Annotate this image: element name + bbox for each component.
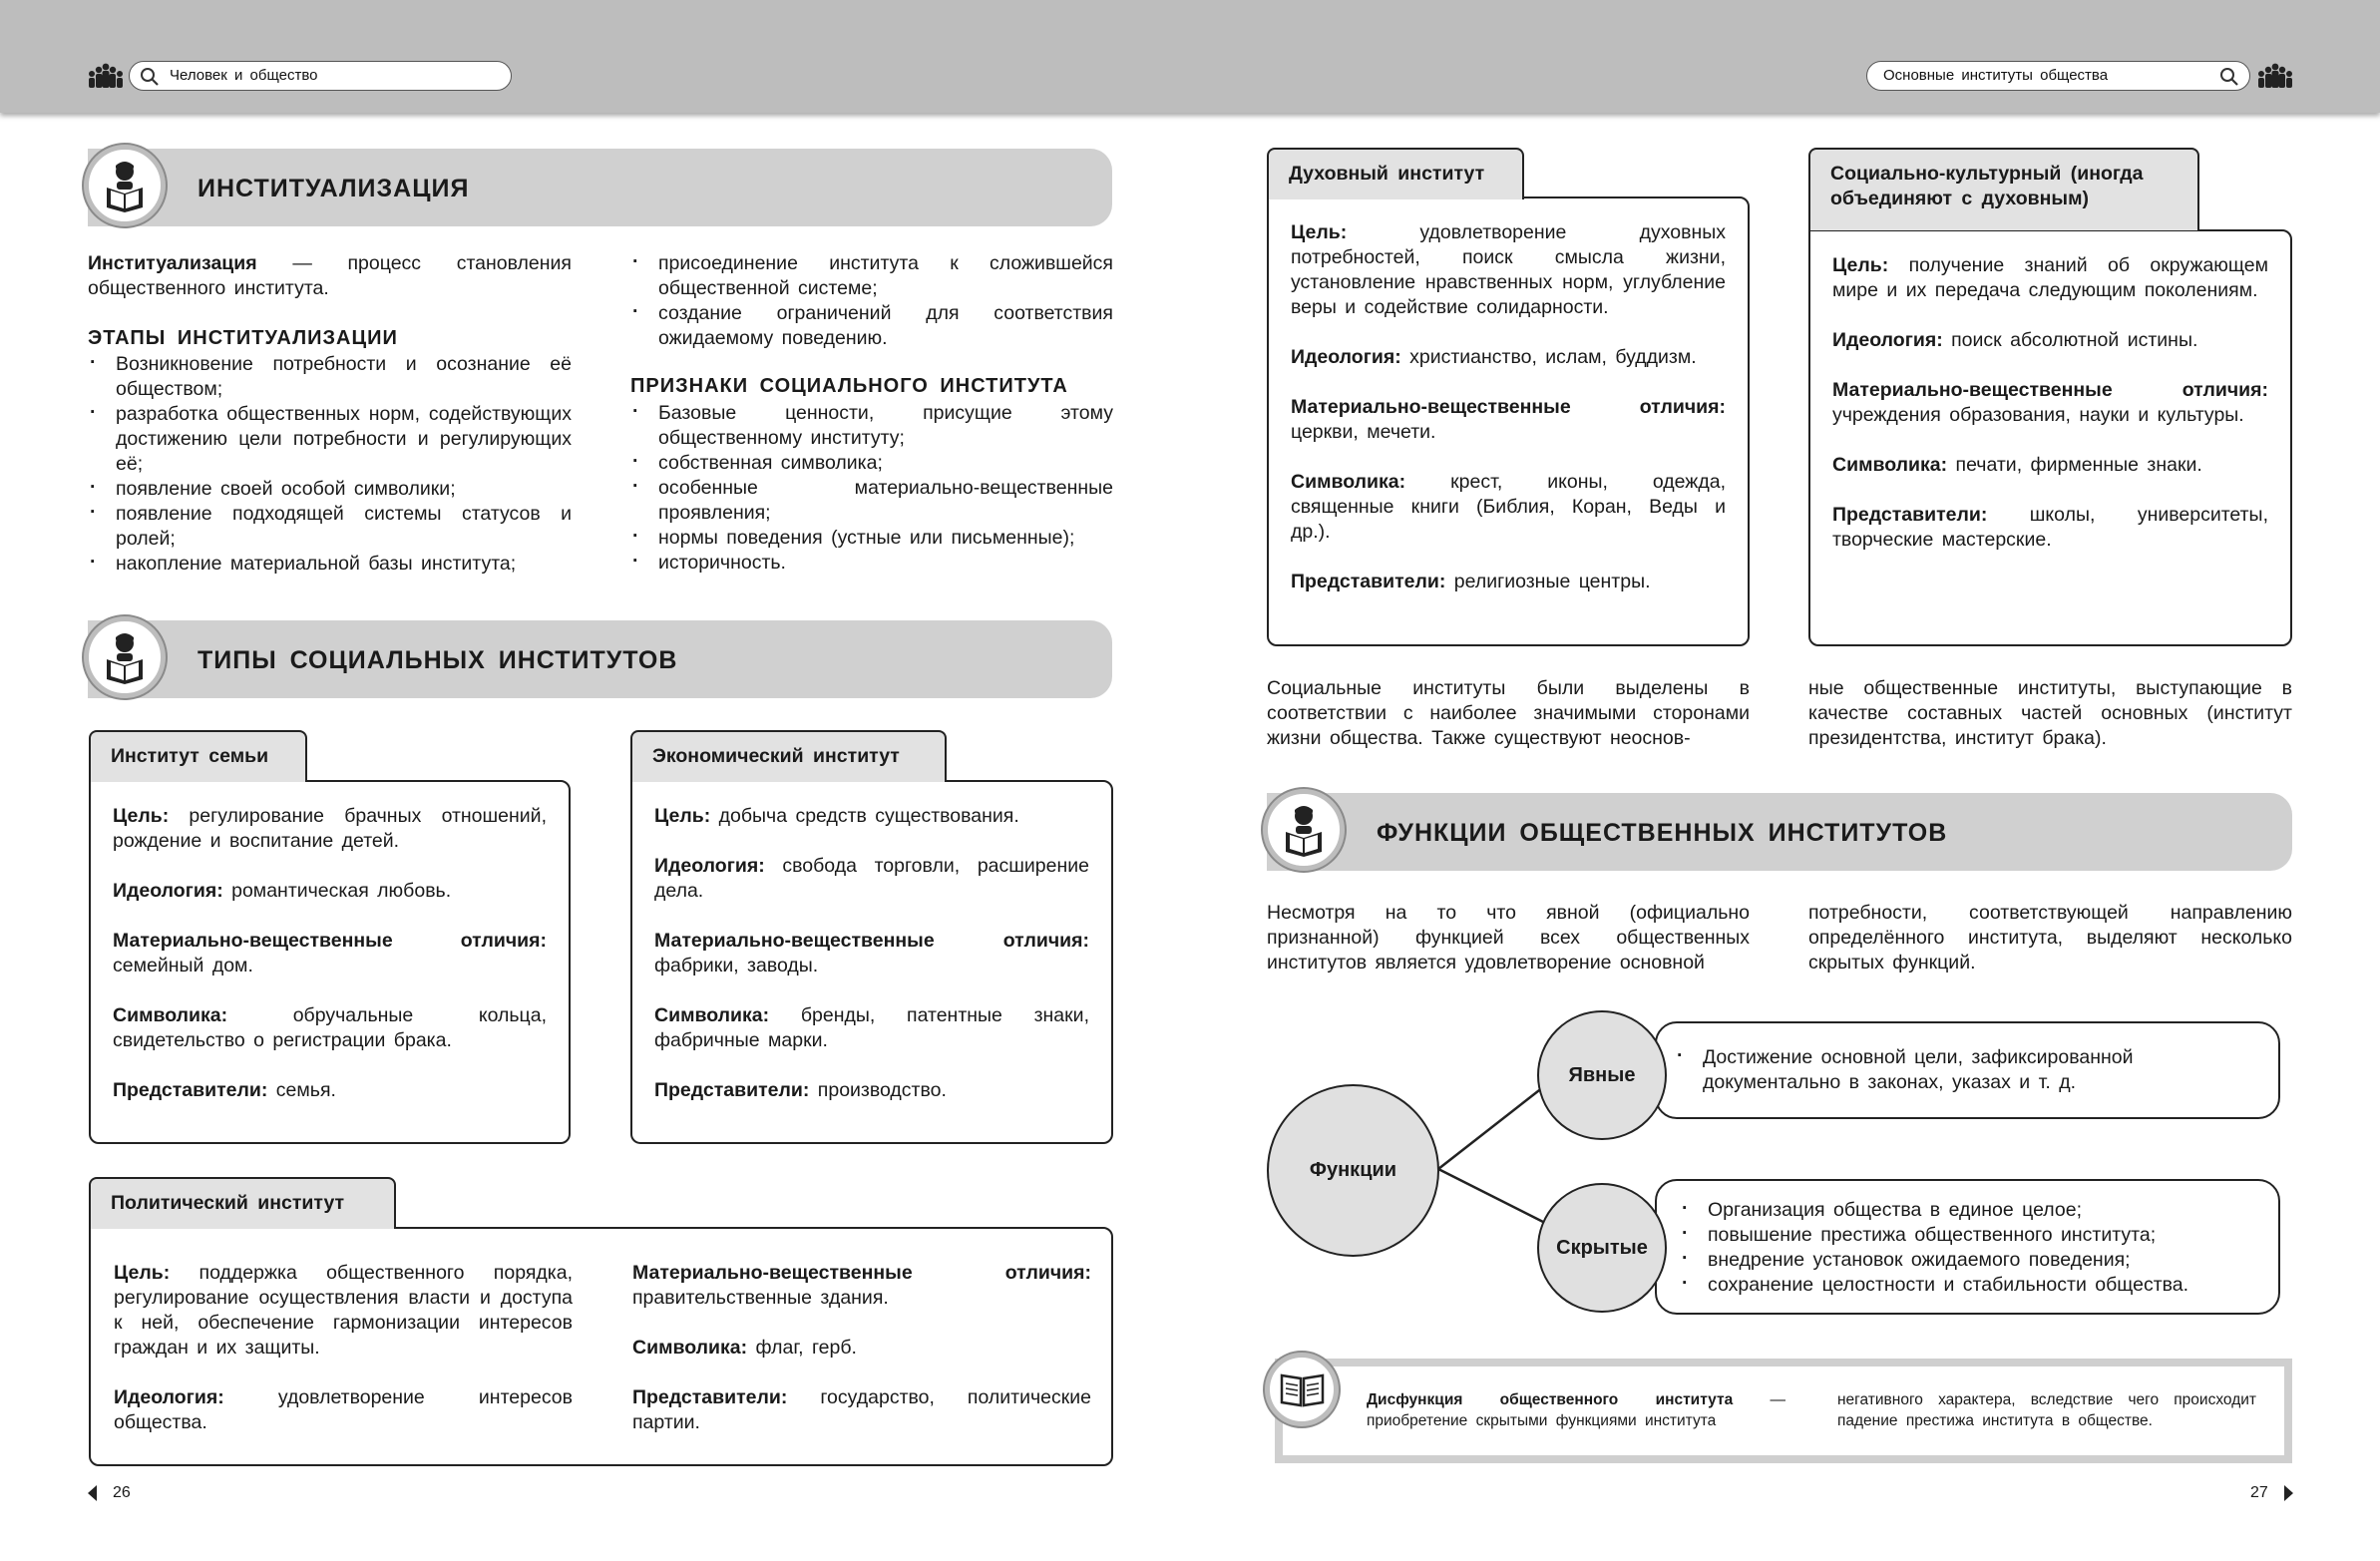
field-value: правительственные здания. <box>632 1287 889 1309</box>
tab-spiritual-institute: Духовный институт <box>1267 148 1524 199</box>
explicit-functions-box <box>1655 1021 2280 1119</box>
search-icon <box>2219 67 2239 87</box>
field-label: Идеология: <box>113 880 223 902</box>
field-value: государство, политические партии. <box>632 1386 1091 1433</box>
functions-paragraph-col1: Несмотря на то что явной (официально признанной) функцией всех общественных институтов является удовлетворение основной <box>1267 902 1750 974</box>
card-field <box>632 1261 1091 1311</box>
card-field <box>113 1078 547 1103</box>
definition-paragraph <box>88 251 572 301</box>
field-label: Представители: <box>113 1079 268 1101</box>
card-field <box>654 929 1089 978</box>
card-field <box>1291 345 1726 370</box>
list-item: · особенные материально-вещественные проявления; <box>630 476 1113 526</box>
card-field <box>1832 328 2268 353</box>
field-label: Цель: <box>654 805 711 827</box>
section-title: ИНСТИТУАЛИЗАЦИЯ <box>198 175 470 202</box>
field-value: свобода торговли, расширение дела. <box>654 855 1089 902</box>
institutes-paragraph-col2: ные общественные институты, выступающие в качестве составных частей основных (институт президентства, институт брака). <box>1808 677 2292 749</box>
list-item: · присоединение института к сложившейся общественной системе; <box>630 251 1113 301</box>
field-value: регулирование брачных отношений, рождение и воспитание детей. <box>113 805 547 852</box>
top-bar <box>0 0 2380 113</box>
diagram-node-functions: Функции <box>1267 1084 1439 1257</box>
reader-icon <box>84 616 166 698</box>
card-field <box>654 1078 1089 1103</box>
field-value: поддержка общественного порядка, регулирование осуществления власти и доступа к ней, обеспечение гармонизации интересов граждан и их защиты. <box>114 1262 573 1359</box>
tab-political-institute: Политический институт <box>89 1177 396 1229</box>
definition-term: Институализация <box>88 252 257 274</box>
stages-list <box>88 352 572 577</box>
dysfunction-definition-col1: Дисфункция общественного института — приобретение скрытыми функциями института <box>1367 1391 1785 1429</box>
list-item: · историчность. <box>630 551 1113 576</box>
field-label: Идеология: <box>1832 329 1943 351</box>
list-item: · создание ограничений для соответствия ожидаемому поведению. <box>630 301 1113 351</box>
search-icon <box>140 67 160 87</box>
field-value: учреждения образования, науки и культуры. <box>1832 404 2244 426</box>
field-value: производство. <box>809 1079 947 1101</box>
left-search-text: Человек и общество <box>170 67 318 84</box>
field-value: поиск абсолютной истины. <box>1942 329 2198 351</box>
card-field <box>1832 378 2268 428</box>
tab-economic-institute: Экономический институт <box>630 730 947 782</box>
people-icon <box>2256 62 2294 90</box>
field-value: печати, фирменные знаки. <box>1947 454 2202 476</box>
page-number-left: 26 <box>113 1484 131 1501</box>
book-icon <box>1265 1353 1339 1426</box>
field-label: Материально-вещественные отличия: <box>632 1262 1091 1284</box>
field-label: Цель: <box>114 1262 171 1284</box>
field-value: крест, иконы, одежда, священные книги (Библия, Коран, Веды и др.). <box>1291 471 1726 543</box>
card-field <box>654 854 1089 904</box>
field-value: удовлетворение духовных потребностей, поиск смысла жизни, установление нравственных норм, углубление веры и содействие солидарности. <box>1291 221 1726 318</box>
section-title: ТИПЫ СОЦИАЛЬНЫХ ИНСТИТУТОВ <box>198 646 678 674</box>
signs-heading: ПРИЗНАКИ СОЦИАЛЬНОГО ИНСТИТУТА <box>630 375 1068 397</box>
field-label: Символика: <box>654 1004 770 1026</box>
card-spiritual-institute <box>1267 196 1750 646</box>
stages-heading: ЭТАПЫ ИНСТИТУАЛИЗАЦИИ <box>88 327 398 349</box>
field-value: удовлетворение интересов общества. <box>114 1386 573 1433</box>
field-label: Материально-вещественные отличия: <box>1832 379 2268 401</box>
card-field <box>632 1385 1091 1435</box>
section-title: ФУНКЦИИ ОБЩЕСТВЕННЫХ ИНСТИТУТОВ <box>1377 819 1948 847</box>
card-field <box>114 1385 573 1435</box>
field-label: Материально-вещественные отличия: <box>113 930 547 952</box>
field-value: семья. <box>267 1079 336 1101</box>
hidden-functions-box <box>1655 1179 2280 1315</box>
card-field <box>1291 395 1726 445</box>
list-item: · внедрение установок ожидаемого поведения; <box>1680 1248 2258 1273</box>
next-page-arrow-icon[interactable] <box>2284 1485 2293 1501</box>
field-label: Идеология: <box>654 855 765 877</box>
institutes-paragraph-col1: Социальные институты были выделены в соответствии с наиболее значимыми сторонами жизни общества. Также существуют неоснов- <box>1267 677 1750 749</box>
card-field <box>654 804 1089 829</box>
diagram-node-explicit: Явные <box>1537 1010 1667 1140</box>
card-field <box>113 879 547 904</box>
list-item: · накопление материальной базы института; <box>88 552 572 577</box>
field-label: Символика: <box>1832 454 1948 476</box>
card-field <box>114 1261 573 1361</box>
tab-sociocultural-institute: Социально-культурный (иногда объединяют с духовным) <box>1808 148 2199 230</box>
field-label: Представители: <box>1832 504 1988 526</box>
card-economic-institute <box>630 780 1113 1144</box>
list-item: · разработка общественных норм, содействующих достижению цели потребности и регулирующих её; <box>88 402 572 477</box>
field-label: Представители: <box>632 1386 788 1408</box>
list-item: · Базовые ценности, присущие этому общественному институту; <box>630 401 1113 451</box>
field-label: Символика: <box>1291 471 1406 493</box>
diagram-node-hidden: Скрытые <box>1537 1183 1667 1313</box>
card-field <box>113 1003 547 1053</box>
card-field <box>654 1003 1089 1053</box>
dysfunction-definition-col2: негативного характера, вследствие чего происходит падение престижа института в обществе. <box>1837 1391 2256 1429</box>
field-value: флаг, герб. <box>747 1337 857 1359</box>
list-item: · сохранение целостности и стабильности общества. <box>1680 1273 2258 1298</box>
list-item: · Возникновение потребности и осознание её обществом; <box>88 352 572 402</box>
field-label: Цель: <box>1291 221 1348 243</box>
field-label: Идеология: <box>1291 346 1401 368</box>
card-field <box>1291 470 1726 545</box>
card-field <box>1291 220 1726 320</box>
field-value: бренды, патентные знаки, фабричные марки. <box>654 1004 1089 1051</box>
card-sociocultural-institute <box>1808 229 2292 646</box>
card-field <box>1291 570 1726 594</box>
left-search-box[interactable] <box>129 61 512 91</box>
list-item: · нормы поведения (устные или письменные); <box>630 526 1113 551</box>
field-value: семейный дом. <box>113 955 253 976</box>
card-field <box>1832 453 2268 478</box>
list-item: · Организация общества в единое целое; <box>1680 1198 2258 1223</box>
card-field <box>113 804 547 854</box>
list-item: · появление подходящей системы статусов и ролей; <box>88 502 572 552</box>
field-label: Символика: <box>632 1337 748 1359</box>
list-item: · собственная символика; <box>630 451 1113 476</box>
card-field <box>1832 503 2268 553</box>
card-political-institute <box>89 1227 1113 1466</box>
section-header-functions <box>1267 793 2292 871</box>
card-field <box>1832 253 2268 303</box>
page-number-right: 27 <box>2250 1484 2268 1501</box>
field-label: Представители: <box>1291 571 1446 592</box>
field-value: добыча средств существования. <box>710 805 1019 827</box>
right-search-box[interactable] <box>1866 61 2250 91</box>
field-value: получение знаний об окружающем мире и их передача следующим поколениям. <box>1832 254 2268 301</box>
field-label: Материально-вещественные отличия: <box>654 930 1089 952</box>
card-field <box>113 929 547 978</box>
definition-text: — процесс становления общественного института. <box>88 252 572 299</box>
people-icon <box>87 62 125 90</box>
tab-family-institute: Институт семьи <box>89 730 307 782</box>
functions-paragraph-col2: потребности, соответствующей направлению определённого института, выделяют несколько скрытых функций. <box>1808 902 2292 974</box>
section-header-institutionalization <box>88 149 1112 226</box>
field-label: Материально-вещественные отличия: <box>1291 396 1726 418</box>
stages-list-continued <box>630 251 1113 351</box>
right-search-text: Основные институты общества <box>1883 67 2109 84</box>
field-label: Цель: <box>113 805 170 827</box>
card-family-institute <box>89 780 571 1144</box>
reader-icon <box>1263 789 1345 871</box>
field-value: школы, университеты, творческие мастерские. <box>1832 504 2268 551</box>
field-label: Цель: <box>1832 254 1889 276</box>
card-field <box>632 1336 1091 1361</box>
field-value: христианство, ислам, буддизм. <box>1400 346 1697 368</box>
field-label: Символика: <box>113 1004 228 1026</box>
field-label: Идеология: <box>114 1386 224 1408</box>
list-item: · Достижение основной цели, зафиксированной документально в законах, указах и т. д. <box>1675 1045 2258 1095</box>
field-value: церкви, мечети. <box>1291 421 1436 443</box>
dysfunction-term: Дисфункция общественного института <box>1367 1391 1734 1408</box>
field-value: романтическая любовь. <box>222 880 452 902</box>
section-header-types <box>88 620 1112 698</box>
list-item: · появление своей особой символики; <box>88 477 572 502</box>
field-value: религиозные центры. <box>1445 571 1651 592</box>
field-label: Представители: <box>654 1079 810 1101</box>
reader-icon <box>84 145 166 226</box>
prev-page-arrow-icon[interactable] <box>88 1485 97 1501</box>
list-item: · повышение престижа общественного института; <box>1680 1223 2258 1248</box>
field-value: обручальные кольца, свидетельство о регистрации брака. <box>113 1004 547 1051</box>
field-value: фабрики, заводы. <box>654 955 819 976</box>
signs-list <box>630 401 1113 576</box>
